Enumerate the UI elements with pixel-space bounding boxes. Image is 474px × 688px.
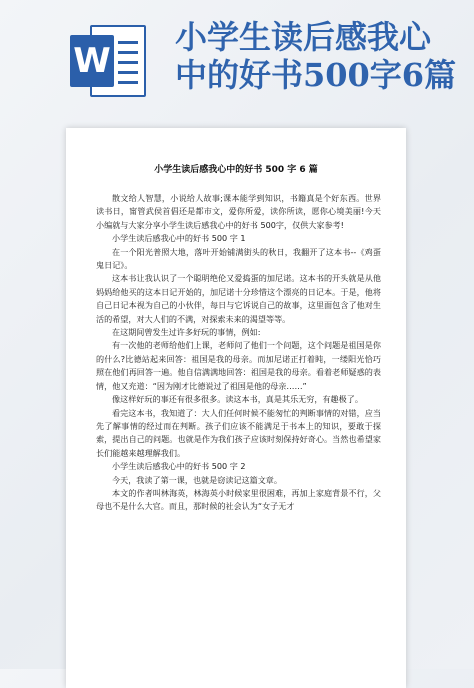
paragraph: 在这期间曾发生过许多好玩的事情，例如: — [112, 327, 261, 338]
paragraph: 本文的作者叫林海英，林海英小时候家里很困难，再加上家庭背景不行，父母也不是什么大官。而且，那时候的社会认为“女子无才 — [96, 487, 381, 512]
paragraph: 散文给人智慧，小说给人故事;课本能学到知识，书籍真是个好东西。世界读书日，甯管武侯首倡还是都市文，爱你所爱，读你所读，愿你心境美丽!今天小编就与大家分享小学生读后感我心中的好书 500字，仅供大家参考! — [96, 193, 381, 230]
banner-title — [175, 18, 470, 94]
paragraph: 小学生读后感我心中的好书 500 字 2 — [112, 461, 246, 472]
word-logo-letter: W — [70, 35, 114, 87]
banner — [0, 0, 474, 120]
banner-title-line-2: 中的好书500字6篇 — [175, 56, 457, 94]
paragraph: 今天，我读了第一课，也就是窃读记这篇文章。 — [112, 474, 282, 485]
paragraph: 像这样好玩的事还有很多很多。读这本书，真是其乐无穷，有趣极了。 — [112, 394, 363, 405]
paragraph: 这本书让我认识了一个聪明绝伦又爱捣蛋的加尼诺。这本书的开头就是从他妈妈给他买的这本日记开始的，加尼诺十分珍惜这个漂亮的日记本。于是，他将自己日记本视为自己的小伙伴，每日与它诉说自己的故事，这里面包含了他对生活的希望，对大人们的不满，对探索未来的渴望等等。 — [96, 273, 381, 324]
paragraph: 看完这本书，我知道了：大人们任何时候不能匆忙的判断事情的对错，应当先了解事情的经过而在判断。孩子们应该不能满足于书本上的知识，要敢于探索，提出自己的问题。也就是作为我们孩子应该时刻保持好奇心。当然也希望家长们能越来越理解我们。 — [96, 407, 381, 458]
paragraph: 有一次他的老师给他们上课，老师问了他们一个问题，这个问题是祖国是你的什么?比德站起来回答：祖国是我的母亲。而加尼诺正打着盹，一缕阳光恰巧照在他们再回答一遍。他自信满满地回答：祖国是我的母亲。看着老师疑惑的表情，他又充道：“因为刚才比德说过了祖国是他的母亲……” — [96, 340, 381, 391]
word-document-icon — [70, 25, 150, 97]
document-body — [96, 192, 381, 514]
document-title: 小学生读后感我心中的好书 500 字 6 篇 — [154, 165, 318, 175]
paragraph: 在一个阳光普照大地，落叶开始铺满街头的秋日，我翻开了这本书--《鸡蛋鬼日记》。 — [96, 246, 381, 271]
document-page — [66, 128, 406, 688]
paragraph: 小学生读后感我心中的好书 500 字 1 — [112, 233, 246, 244]
banner-title-line-1: 小学生读后感我心 — [175, 18, 432, 56]
